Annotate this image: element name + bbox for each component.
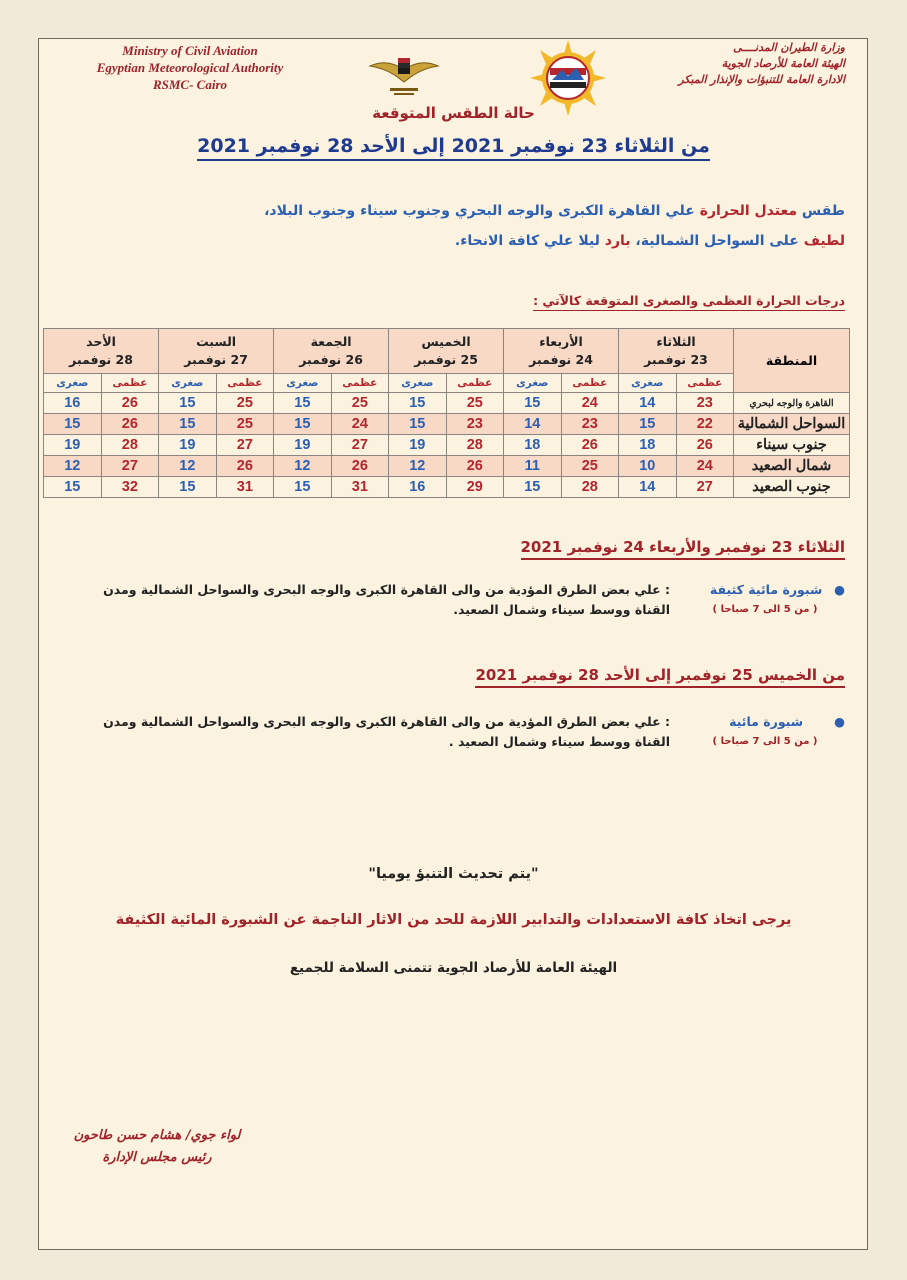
table-row	[44, 393, 850, 414]
forecast-period-text: من الثلاثاء 23 نوفمبر 2021 إلى الأحد 28 نوفمبر 2021	[197, 135, 710, 161]
max-label: عظمى	[676, 374, 733, 393]
day-name: الأحد	[86, 334, 116, 349]
min-temp-cell: 18	[504, 435, 562, 456]
daily-update-note: "يتم تحديث التنبؤ يوميا"	[368, 866, 539, 882]
summary-l1b: معتدل الحرارة	[699, 203, 798, 219]
max-temp-cell: 28	[561, 477, 618, 498]
day-header	[274, 329, 389, 374]
day-date: 26 نوفمبر	[299, 352, 363, 367]
min-temp-cell: 12	[274, 456, 332, 477]
day-date: 25 نوفمبر	[414, 352, 478, 367]
max-temp-cell: 25	[216, 414, 273, 435]
section1-bullet	[55, 580, 845, 617]
section1-time-note: ( من 5 الى 7 صباحا )	[712, 604, 818, 615]
table-row	[44, 456, 850, 477]
region-name: جنوب الصعيد	[734, 477, 850, 498]
max-label: عظمى	[561, 374, 618, 393]
day-header	[159, 329, 274, 374]
min-temp-cell: 15	[159, 477, 217, 498]
day-name: الأربعاء	[539, 334, 583, 349]
max-label: عظمى	[446, 374, 503, 393]
max-temp-cell: 26	[101, 393, 158, 414]
min-temp-cell: 15	[274, 393, 332, 414]
max-min-header-row	[44, 374, 850, 393]
max-temp-cell: 28	[446, 435, 503, 456]
temperatures-heading: درجات الحرارة العظمى والصغرى المتوقعة كالآتي :	[533, 293, 845, 311]
min-temp-cell: 15	[159, 393, 217, 414]
signatory-name: لواء جوي/ هشام حسن طاحون	[73, 1128, 241, 1143]
min-temp-cell: 12	[389, 456, 447, 477]
min-temp-cell: 15	[44, 477, 102, 498]
section1-title: الثلاثاء 23 نوفمبر والأربعاء 24 نوفمبر 2021	[521, 538, 846, 560]
min-temp-cell: 15	[389, 414, 447, 435]
section2-description: : علي بعض الطرق المؤدية من والى القاهرة الكبرى والوجه البحرى والسواحل الشمالية ومدن القناة ووسط سيناء وشمال الصعيد .	[103, 714, 670, 749]
max-temp-cell: 26	[676, 435, 733, 456]
bullet-dot-icon: ●	[834, 714, 845, 729]
min-temp-cell: 19	[159, 435, 217, 456]
section2-phenomenon: شبورة مائية	[729, 714, 804, 729]
min-temp-cell: 16	[44, 393, 102, 414]
min-label: صغرى	[44, 374, 102, 393]
min-label: صغرى	[274, 374, 332, 393]
min-label: صغرى	[159, 374, 217, 393]
min-temp-cell: 15	[274, 414, 332, 435]
day-date: 24 نوفمبر	[529, 352, 593, 367]
max-temp-cell: 25	[216, 393, 273, 414]
day-header	[389, 329, 504, 374]
max-temp-cell: 24	[561, 393, 618, 414]
table-row	[44, 414, 850, 435]
max-temp-cell: 25	[561, 456, 618, 477]
min-label: صغرى	[504, 374, 562, 393]
max-temp-cell: 26	[446, 456, 503, 477]
signatory-role: رئيس مجلس الإدارة	[102, 1150, 212, 1165]
summary-l2d: ليلا علي كافة الانحاء.	[454, 233, 605, 249]
section1-phenomenon: شبورة مائية كثيفة	[709, 582, 823, 597]
max-temp-cell: 32	[101, 477, 158, 498]
min-temp-cell: 14	[504, 414, 562, 435]
max-temp-cell: 26	[331, 456, 388, 477]
day-header	[619, 329, 734, 374]
section2-time-note: ( من 5 الى 7 صباحا )	[712, 736, 818, 747]
min-temp-cell: 15	[389, 393, 447, 414]
day-date: 27 نوفمبر	[184, 352, 248, 367]
department-ar: الادارة العامة للتنبؤات والإنذار المبكر	[678, 73, 845, 86]
header-arabic	[605, 40, 845, 88]
min-temp-cell: 15	[159, 414, 217, 435]
min-temp-cell: 12	[159, 456, 217, 477]
min-temp-cell: 15	[44, 414, 102, 435]
temperature-rows	[44, 393, 850, 498]
day-header	[504, 329, 619, 374]
max-temp-cell: 27	[101, 456, 158, 477]
region-header: المنطقة	[734, 329, 850, 393]
max-temp-cell: 23	[561, 414, 618, 435]
min-label: صغرى	[389, 374, 447, 393]
min-label: صغرى	[619, 374, 677, 393]
day-name: السبت	[196, 334, 237, 349]
max-temp-cell: 27	[676, 477, 733, 498]
min-temp-cell: 12	[44, 456, 102, 477]
authority-ar: الهيئة العامة للأرصاد الجوية	[721, 57, 845, 70]
region-name: جنوب سيناء	[734, 435, 850, 456]
table-row	[44, 477, 850, 498]
table-row	[44, 435, 850, 456]
bullet-dot-icon: ●	[834, 582, 845, 597]
ministry-en: Ministry of Civil Aviation	[122, 43, 258, 58]
max-temp-cell: 27	[331, 435, 388, 456]
min-temp-cell: 15	[274, 477, 332, 498]
section2-bullet	[55, 712, 845, 749]
header-english	[70, 42, 310, 93]
section1-description: : علي بعض الطرق المؤدية من والى القاهرة الكبرى والوجه البحرى والسواحل الشمالية ومدن القناة ووسط سيناء وشمال الصعيد.	[103, 582, 670, 617]
min-temp-cell: 19	[389, 435, 447, 456]
safety-wish: الهيئة العامة للأرصاد الجوية تتمنى السلامة للجميع	[289, 960, 618, 976]
max-temp-cell: 26	[101, 414, 158, 435]
max-temp-cell: 25	[446, 393, 503, 414]
max-temp-cell: 23	[676, 393, 733, 414]
summary-l2a: لطيف	[803, 233, 845, 249]
summary-line-2	[75, 226, 845, 256]
max-temp-cell: 24	[331, 414, 388, 435]
max-temp-cell: 26	[561, 435, 618, 456]
summary-line-1	[75, 196, 845, 226]
min-temp-cell: 19	[274, 435, 332, 456]
min-temp-cell: 11	[504, 456, 562, 477]
max-temp-cell: 31	[331, 477, 388, 498]
section2-title: من الخميس 25 نوفمبر إلى الأحد 28 نوفمبر 2021	[475, 666, 845, 688]
min-temp-cell: 16	[389, 477, 447, 498]
min-temp-cell: 14	[619, 477, 677, 498]
max-temp-cell: 26	[216, 456, 273, 477]
forecast-title: حالة الطقس المتوقعة	[372, 104, 535, 122]
max-temp-cell: 27	[216, 435, 273, 456]
temperature-table	[43, 328, 850, 498]
max-temp-cell: 29	[446, 477, 503, 498]
max-temp-cell: 24	[676, 456, 733, 477]
day-name: الخميس	[421, 334, 471, 349]
rsmc-en: RSMC- Cairo	[152, 77, 228, 92]
max-temp-cell: 31	[216, 477, 273, 498]
min-temp-cell: 15	[504, 393, 562, 414]
region-name: شمال الصعيد	[734, 456, 850, 477]
min-temp-cell: 15	[619, 414, 677, 435]
max-temp-cell: 28	[101, 435, 158, 456]
max-temp-cell: 23	[446, 414, 503, 435]
min-temp-cell: 19	[44, 435, 102, 456]
day-date: 28 نوفمبر	[69, 352, 133, 367]
precaution-note: يرجى اتخاذ كافة الاستعدادات والتدابير اللازمة للحد من الاثار الناجمة عن الشبورة المائية الكثيفة	[115, 912, 792, 928]
signature-block	[42, 1125, 272, 1169]
summary-l2b: على السواحل الشمالية،	[630, 233, 804, 249]
min-temp-cell: 15	[504, 477, 562, 498]
max-label: عظمى	[101, 374, 158, 393]
min-temp-cell: 14	[619, 393, 677, 414]
region-name: السواحل الشمالية	[734, 414, 850, 435]
summary-l1c: علي القاهرة الكبرى والوجه البحري وجنوب سيناء وجنوب البلاد،	[264, 203, 700, 219]
weather-summary	[75, 196, 845, 256]
day-name: الجمعة	[310, 334, 352, 349]
day-header	[44, 329, 159, 374]
max-temp-cell: 22	[676, 414, 733, 435]
summary-l1a: طقس	[797, 203, 845, 219]
day-name: الثلاثاء	[656, 334, 696, 349]
eagle-emblem-icon	[368, 52, 440, 100]
summary-l2c: بارد	[604, 233, 631, 249]
max-label: عظمى	[216, 374, 273, 393]
authority-en: Egyptian Meteorological Authority	[96, 60, 284, 75]
max-label: عظمى	[331, 374, 388, 393]
min-temp-cell: 18	[619, 435, 677, 456]
forecast-period	[0, 135, 907, 157]
region-name: القاهرة والوجه لبحري	[734, 393, 850, 414]
ministry-ar: وزارة الطيران المدنــــى	[732, 41, 845, 54]
day-date: 23 نوفمبر	[644, 352, 708, 367]
min-temp-cell: 10	[619, 456, 677, 477]
max-temp-cell: 25	[331, 393, 388, 414]
